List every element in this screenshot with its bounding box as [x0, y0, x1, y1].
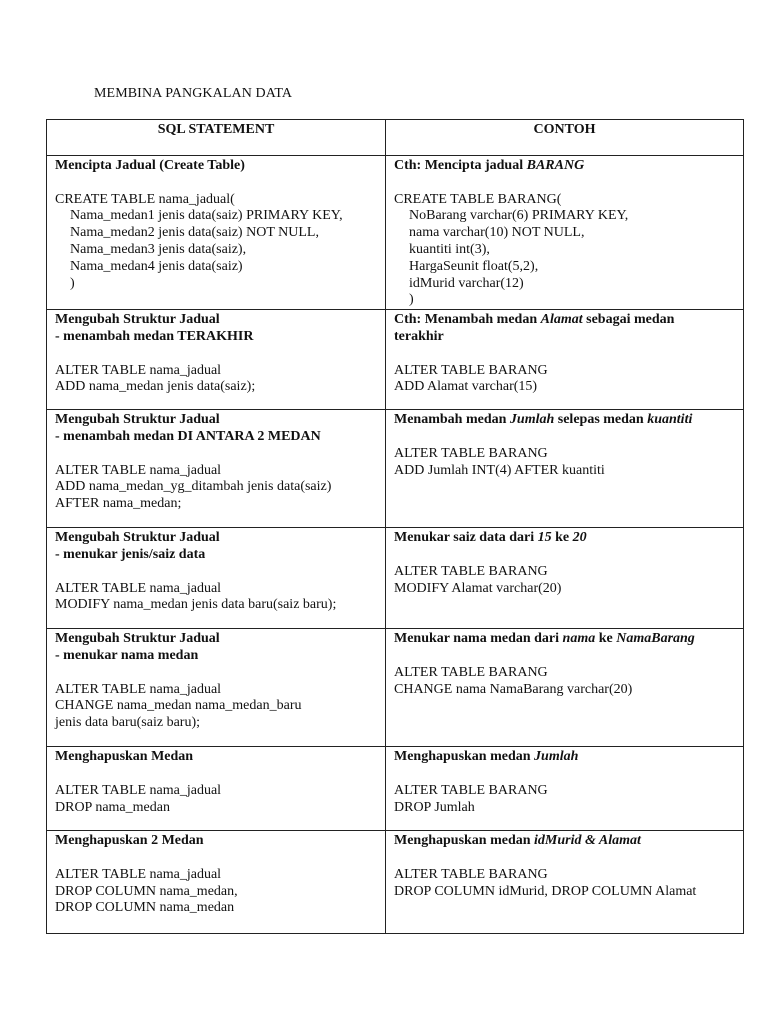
statement-subtitle: - menukar nama medan	[55, 647, 199, 663]
code-line: ADD Jumlah INT(4) AFTER kuantiti	[394, 462, 605, 478]
code-line: ALTER TABLE nama_jadual	[55, 866, 222, 882]
example-title	[394, 158, 735, 175]
example-title-text: selepas medan	[554, 412, 648, 428]
example-title-text: Menukar nama medan dari	[394, 631, 563, 647]
example-title-text: Menghapuskan medan	[394, 749, 535, 765]
example-title-emphasis: idMurid & Alamat	[534, 833, 641, 849]
table-row	[47, 528, 744, 629]
code-line: HargaSeunit float(5,2),	[409, 258, 539, 274]
code-line: NoBarang varchar(6) PRIMARY KEY,	[409, 208, 629, 224]
example-cell	[386, 310, 744, 410]
example-title-text: ke	[595, 631, 617, 647]
example-title	[394, 312, 735, 329]
statement-cell	[47, 310, 386, 410]
example-title-text: Menukar saiz data dari	[394, 530, 538, 546]
code-line: CREATE TABLE nama_jadual(	[55, 191, 235, 207]
code-line: Nama_medan2 jenis data(saiz) NOT NULL,	[70, 225, 319, 241]
code-line: Nama_medan1 jenis data(saiz) PRIMARY KEY,	[70, 208, 343, 224]
code-line: Nama_medan3 jenis data(saiz),	[70, 241, 247, 257]
code-line: ALTER TABLE BARANG	[394, 782, 548, 798]
blank-line	[394, 547, 735, 564]
example-title	[394, 530, 735, 547]
statement-title: Mengubah Struktur Jadual	[55, 312, 220, 328]
example-title-line2: terakhir	[394, 328, 444, 344]
example-title-emphasis: NamaBarang	[616, 631, 695, 647]
example-title-text: Menghapuskan medan	[394, 833, 535, 849]
blank-line	[55, 766, 377, 783]
blank-line	[394, 346, 735, 363]
blank-line	[394, 175, 735, 192]
statement-title: Menghapuskan 2 Medan	[55, 833, 204, 849]
code-line: ALTER TABLE BARANG	[394, 563, 548, 579]
statement-subtitle: - menukar jenis/saiz data	[55, 546, 206, 562]
table-row	[47, 310, 744, 410]
code-line: ALTER TABLE BARANG	[394, 445, 548, 461]
example-title	[394, 749, 735, 766]
code-line: DROP Jumlah	[394, 799, 475, 815]
code-line: DROP COLUMN nama_medan	[55, 900, 235, 916]
blank-line	[394, 429, 735, 446]
code-line: DROP COLUMN idMurid, DROP COLUMN Alamat	[394, 883, 697, 899]
statement-cell	[47, 528, 386, 629]
statement-title: Mengubah Struktur Jadual	[55, 530, 220, 546]
example-title-emphasis: 20	[572, 530, 587, 546]
example-title-text: Cth: Mencipta jadual	[394, 158, 527, 173]
code-line: nama varchar(10) NOT NULL,	[409, 225, 585, 241]
sql-reference-table	[46, 119, 744, 934]
code-line: jenis data baru(saiz baru);	[55, 715, 200, 731]
example-title-emphasis: BARANG	[526, 158, 585, 173]
table-row	[47, 831, 744, 934]
table-row	[47, 410, 744, 528]
code-line: ALTER TABLE BARANG	[394, 362, 548, 378]
code-line: kuantiti int(3),	[409, 241, 490, 257]
example-title-emphasis: nama	[562, 631, 596, 647]
example-title-emphasis: Jumlah	[534, 749, 579, 765]
example-cell	[386, 410, 744, 528]
header-contoh: CONTOH	[386, 120, 744, 156]
blank-line	[55, 446, 377, 463]
code-line: CREATE TABLE BARANG(	[394, 191, 562, 207]
code-line: MODIFY nama_medan jenis data baru(saiz baru);	[55, 597, 337, 613]
statement-subtitle: - menambah medan TERAKHIR	[55, 328, 254, 344]
example-cell	[386, 747, 744, 831]
statement-cell	[47, 747, 386, 831]
header-sql-statement: SQL STATEMENT	[47, 120, 386, 156]
statement-cell	[47, 410, 386, 528]
blank-line	[55, 564, 377, 581]
statement-cell	[47, 156, 386, 310]
code-line: ALTER TABLE nama_jadual	[55, 362, 222, 378]
example-cell	[386, 831, 744, 934]
code-line: ADD Alamat varchar(15)	[394, 379, 538, 395]
code-line: DROP COLUMN nama_medan,	[55, 883, 238, 899]
example-title	[394, 631, 735, 648]
blank-line	[394, 648, 735, 665]
example-title-text: ke	[551, 530, 573, 546]
code-line: ALTER TABLE nama_jadual	[55, 681, 222, 697]
table-row	[47, 747, 744, 831]
blank-line	[394, 766, 735, 783]
example-cell	[386, 528, 744, 629]
code-line: )	[409, 292, 414, 308]
example-title-emphasis: 15	[537, 530, 552, 546]
code-line: )	[70, 275, 75, 291]
code-line: idMurid varchar(12)	[409, 275, 524, 291]
statement-subtitle: - menambah medan DI ANTARA 2 MEDAN	[55, 428, 321, 444]
example-title-text: sebagai medan	[582, 312, 675, 328]
example-title-text: Cth: Menambah medan	[394, 312, 541, 328]
code-line: ALTER TABLE nama_jadual	[55, 462, 222, 478]
statement-title: Mengubah Struktur Jadual	[55, 412, 220, 428]
code-line: ALTER TABLE BARANG	[394, 664, 548, 680]
code-line: MODIFY Alamat varchar(20)	[394, 580, 562, 596]
example-title-emphasis: Jumlah	[509, 412, 555, 428]
code-line: AFTER nama_medan;	[55, 496, 182, 512]
code-line: ADD nama_medan jenis data(saiz);	[55, 379, 256, 395]
code-line: ALTER TABLE nama_jadual	[55, 580, 222, 596]
blank-line	[55, 346, 377, 363]
example-cell	[386, 629, 744, 747]
statement-title: Mengubah Struktur Jadual	[55, 631, 220, 647]
statement-cell	[47, 831, 386, 934]
code-line: ALTER TABLE BARANG	[394, 866, 548, 882]
blank-line	[394, 850, 735, 867]
blank-line	[55, 665, 377, 682]
code-line: Nama_medan4 jenis data(saiz)	[70, 258, 243, 274]
statement-title: Menghapuskan Medan	[55, 749, 194, 765]
example-title	[394, 412, 735, 429]
page-title: MEMBINA PANGKALAN DATA	[94, 86, 293, 101]
table-header-row	[47, 120, 744, 156]
table-row	[47, 629, 744, 747]
table-row	[47, 156, 744, 310]
example-title	[394, 833, 735, 850]
blank-line	[55, 175, 377, 192]
code-line: ALTER TABLE nama_jadual	[55, 782, 222, 798]
example-title-text: Menambah medan	[394, 412, 510, 428]
code-line: CHANGE nama NamaBarang varchar(20)	[394, 681, 633, 697]
code-line: DROP nama_medan	[55, 799, 170, 815]
statement-cell	[47, 629, 386, 747]
statement-title: Mencipta Jadual (Create Table)	[55, 158, 245, 173]
code-line: ADD nama_medan_yg_ditambah jenis data(saiz)	[55, 479, 332, 495]
example-title-emphasis: kuantiti	[647, 412, 693, 428]
blank-line	[55, 850, 377, 867]
example-title-emphasis: Alamat	[540, 312, 583, 328]
code-line: CHANGE nama_medan nama_medan_baru	[55, 698, 302, 714]
example-cell	[386, 156, 744, 310]
